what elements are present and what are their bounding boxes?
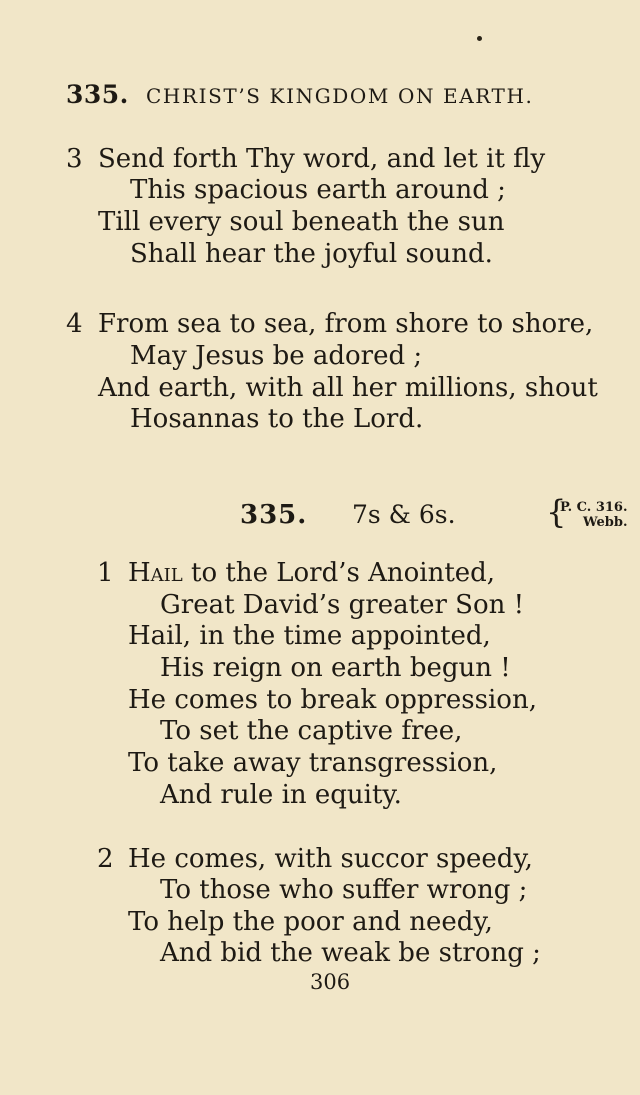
first-word: Hail xyxy=(128,558,183,588)
verse-line: To help the poor and needy, xyxy=(128,907,493,937)
running-head-title: CHRIST’S KINGDOM ON EARTH. xyxy=(146,84,534,108)
hymn-meter: 7s & 6s. xyxy=(352,500,456,529)
stanza-number: 2 xyxy=(97,844,114,874)
tune-name: Webb. xyxy=(582,515,628,530)
verse-line-first xyxy=(128,557,495,589)
running-head-number: 335. xyxy=(66,80,129,109)
verse-line: His reign on earth begun ! xyxy=(160,653,511,683)
first-line-rest: to the Lord’s Anointed, xyxy=(182,558,496,588)
page-number: 306 xyxy=(310,970,351,994)
verse-line: From sea to sea, from shore to shore, xyxy=(98,309,594,339)
verse-line: Send forth Thy word, and let it fly xyxy=(98,144,546,174)
verse-line: May Jesus be adored ; xyxy=(130,341,423,371)
stanza-number: 3 xyxy=(66,144,83,174)
verse-line: And earth, with all her millions, shout xyxy=(98,373,598,403)
verse-line: To those who suffer wrong ; xyxy=(160,875,528,905)
tune-page: P. C. 316. xyxy=(560,500,628,515)
tune-reference xyxy=(560,500,628,530)
verse-line: He comes to break oppression, xyxy=(128,685,537,715)
stanza-number: 1 xyxy=(97,558,114,588)
verse-line: This spacious earth around ; xyxy=(130,175,506,205)
verse-line: Great David’s greater Son ! xyxy=(160,590,525,620)
verse-line: And rule in equity. xyxy=(160,780,402,810)
verse-line: And bid the weak be strong ; xyxy=(160,938,541,968)
verse-line: Shall hear the joyful sound. xyxy=(130,239,493,269)
verse-line: To take away transgression, xyxy=(128,748,498,778)
verse-line: Hail, in the time appointed, xyxy=(128,621,491,651)
verse-line: Till every soul beneath the sun xyxy=(98,207,505,237)
stanza-number: 4 xyxy=(66,309,83,339)
ink-speck xyxy=(477,36,482,41)
verse-line: Hosannas to the Lord. xyxy=(130,404,424,434)
verse-line: To set the captive free, xyxy=(160,716,463,746)
hymn-number: 335. xyxy=(240,500,308,530)
verse-line: He comes, with succor speedy, xyxy=(128,844,533,874)
brace-glyph: { xyxy=(546,493,567,531)
